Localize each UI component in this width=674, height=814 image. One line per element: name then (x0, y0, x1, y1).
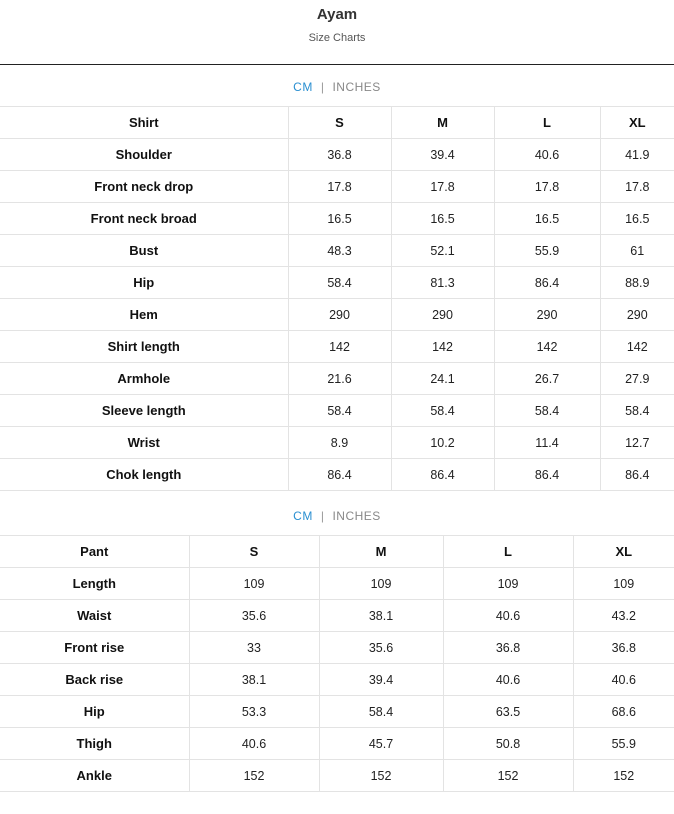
unit-cm-tab[interactable]: CM (293, 80, 313, 94)
size-value: 290 (600, 299, 674, 331)
column-header-size: S (189, 536, 319, 568)
row-label: Hem (0, 299, 288, 331)
page-header (0, 0, 674, 65)
size-value: 152 (443, 760, 573, 792)
row-label: Armhole (0, 363, 288, 395)
pant-unit-toggle (0, 509, 674, 523)
unit-separator: | (320, 509, 325, 523)
size-value: 36.8 (288, 139, 391, 171)
size-value: 290 (391, 299, 494, 331)
size-value: 142 (600, 331, 674, 363)
row-label: Sleeve length (0, 395, 288, 427)
table-row (0, 696, 674, 728)
size-value: 55.9 (573, 728, 674, 760)
column-header-size: M (319, 536, 443, 568)
column-header-size: S (288, 107, 391, 139)
size-value: 86.4 (391, 459, 494, 491)
size-value: 86.4 (600, 459, 674, 491)
size-value: 17.8 (288, 171, 391, 203)
size-value: 38.1 (319, 600, 443, 632)
size-value: 45.7 (319, 728, 443, 760)
size-value: 81.3 (391, 267, 494, 299)
table-header-row (0, 536, 674, 568)
shirt-size-table (0, 106, 674, 491)
table-row (0, 728, 674, 760)
row-label: Shirt length (0, 331, 288, 363)
size-value: 40.6 (494, 139, 600, 171)
size-value: 152 (319, 760, 443, 792)
size-value: 38.1 (189, 664, 319, 696)
size-value: 36.8 (443, 632, 573, 664)
size-value: 58.4 (288, 267, 391, 299)
table-row (0, 427, 674, 459)
size-value: 290 (494, 299, 600, 331)
column-header-size: M (391, 107, 494, 139)
size-value: 50.8 (443, 728, 573, 760)
row-label: Bust (0, 235, 288, 267)
size-value: 41.9 (600, 139, 674, 171)
row-label: Thigh (0, 728, 189, 760)
table-row (0, 203, 674, 235)
size-value: 109 (573, 568, 674, 600)
size-value: 21.6 (288, 363, 391, 395)
shirt-unit-toggle (0, 80, 674, 94)
size-value: 88.9 (600, 267, 674, 299)
size-value: 10.2 (391, 427, 494, 459)
size-value: 26.7 (494, 363, 600, 395)
size-value: 35.6 (189, 600, 319, 632)
table-row (0, 331, 674, 363)
column-header-measurement: Pant (0, 536, 189, 568)
size-value: 27.9 (600, 363, 674, 395)
size-value: 16.5 (494, 203, 600, 235)
unit-inches-tab[interactable]: INCHES (332, 80, 381, 94)
table-row (0, 760, 674, 792)
size-value: 12.7 (600, 427, 674, 459)
size-value: 68.6 (573, 696, 674, 728)
size-value: 40.6 (573, 664, 674, 696)
column-header-size: L (494, 107, 600, 139)
row-label: Hip (0, 267, 288, 299)
size-value: 142 (391, 331, 494, 363)
size-value: 17.8 (600, 171, 674, 203)
table-row (0, 363, 674, 395)
size-value: 11.4 (494, 427, 600, 459)
column-header-size: XL (600, 107, 674, 139)
size-value: 109 (319, 568, 443, 600)
size-value: 17.8 (494, 171, 600, 203)
size-value: 86.4 (288, 459, 391, 491)
size-value: 39.4 (319, 664, 443, 696)
size-value: 142 (494, 331, 600, 363)
size-value: 63.5 (443, 696, 573, 728)
size-value: 16.5 (288, 203, 391, 235)
size-value: 39.4 (391, 139, 494, 171)
size-value: 58.4 (494, 395, 600, 427)
row-label: Ankle (0, 760, 189, 792)
column-header-measurement: Shirt (0, 107, 288, 139)
table-row (0, 299, 674, 331)
size-value: 40.6 (443, 600, 573, 632)
size-value: 58.4 (288, 395, 391, 427)
size-value: 35.6 (319, 632, 443, 664)
row-label: Hip (0, 696, 189, 728)
table-row (0, 568, 674, 600)
size-value: 86.4 (494, 459, 600, 491)
size-value: 152 (573, 760, 674, 792)
table-row (0, 600, 674, 632)
column-header-size: L (443, 536, 573, 568)
size-value: 142 (288, 331, 391, 363)
size-value: 48.3 (288, 235, 391, 267)
size-value: 36.8 (573, 632, 674, 664)
row-label: Length (0, 568, 189, 600)
table-row (0, 459, 674, 491)
pant-size-table (0, 535, 674, 792)
size-value: 40.6 (189, 728, 319, 760)
size-value: 290 (288, 299, 391, 331)
page-subtitle: Size Charts (308, 32, 366, 44)
row-label: Chok length (0, 459, 288, 491)
row-label: Back rise (0, 664, 189, 696)
unit-inches-tab[interactable]: INCHES (332, 509, 381, 523)
size-value: 40.6 (443, 664, 573, 696)
table-row (0, 664, 674, 696)
unit-separator: | (320, 80, 325, 94)
size-value: 86.4 (494, 267, 600, 299)
size-value: 24.1 (391, 363, 494, 395)
row-label: Waist (0, 600, 189, 632)
size-value: 17.8 (391, 171, 494, 203)
column-header-size: XL (573, 536, 674, 568)
table-row (0, 171, 674, 203)
row-label: Shoulder (0, 139, 288, 171)
size-value: 61 (600, 235, 674, 267)
size-value: 109 (189, 568, 319, 600)
size-value: 43.2 (573, 600, 674, 632)
row-label: Front rise (0, 632, 189, 664)
table-row (0, 235, 674, 267)
table-header-row (0, 107, 674, 139)
table-row (0, 267, 674, 299)
table-row (0, 395, 674, 427)
size-value: 58.4 (319, 696, 443, 728)
size-value: 58.4 (391, 395, 494, 427)
size-value: 8.9 (288, 427, 391, 459)
row-label: Front neck drop (0, 171, 288, 203)
size-value: 16.5 (600, 203, 674, 235)
table-row (0, 632, 674, 664)
size-value: 109 (443, 568, 573, 600)
row-label: Wrist (0, 427, 288, 459)
size-value: 53.3 (189, 696, 319, 728)
size-value: 33 (189, 632, 319, 664)
unit-cm-tab[interactable]: CM (293, 509, 313, 523)
table-row (0, 139, 674, 171)
size-value: 58.4 (600, 395, 674, 427)
size-value: 16.5 (391, 203, 494, 235)
size-value: 55.9 (494, 235, 600, 267)
size-value: 52.1 (391, 235, 494, 267)
page-title: Ayam (316, 6, 358, 23)
size-value: 152 (189, 760, 319, 792)
row-label: Front neck broad (0, 203, 288, 235)
